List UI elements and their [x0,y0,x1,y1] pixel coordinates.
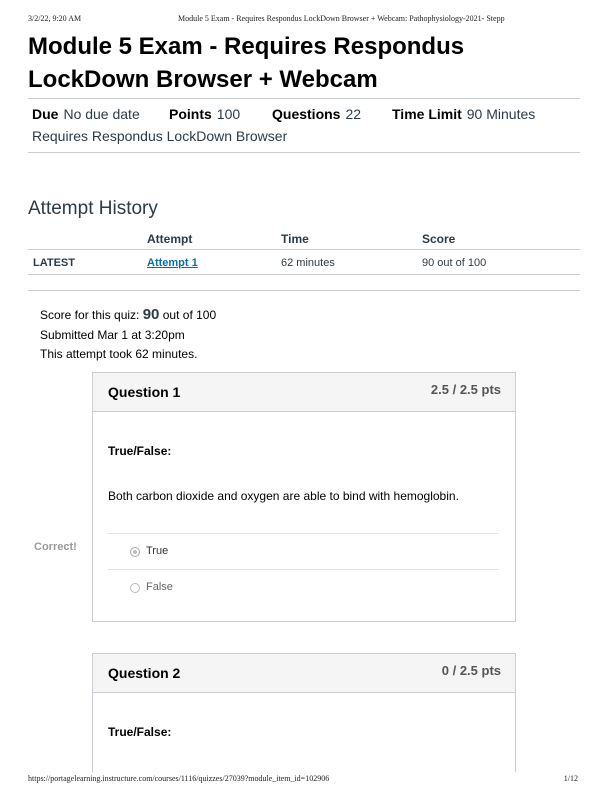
score-line [40,305,216,326]
question-title: Question 2 [108,665,181,681]
score-value: 90 [142,306,160,323]
due-value: No due date [63,106,140,122]
latest-label: LATEST [33,257,75,269]
score-suffix: out of 100 [162,308,217,322]
column-header-score: Score [422,232,456,246]
question-points: 0 / 2.5 pts [441,663,501,678]
print-page-number: 1/12 [563,774,578,783]
question-type-label: True/False: [108,444,172,458]
duration-text: This attempt took 62 minutes. [40,347,198,361]
radio-selected-icon[interactable] [130,547,140,557]
questions-label: Questions [272,106,341,122]
column-header-attempt: Attempt [147,232,193,246]
quiz-details [32,106,580,144]
attempt-score: 90 out of 100 [422,257,487,269]
answer-option-false[interactable] [108,569,499,606]
question-card [92,653,516,772]
question-title: Question 1 [108,384,181,400]
question-points: 2.5 / 2.5 pts [430,382,501,397]
answer-label: False [146,581,173,593]
attempt-link[interactable]: Attempt 1 [147,257,198,269]
time-limit-value: 90 Minutes [466,106,536,122]
question-card [92,372,516,622]
due-label: Due [32,106,59,122]
time-limit-detail [392,106,535,122]
column-header-time: Time [281,232,309,246]
divider [28,290,580,291]
points-value: 100 [216,106,241,122]
question-header [93,373,515,412]
print-datetime: 3/2/22, 9:20 AM [28,14,82,23]
divider [28,98,580,99]
table-header [28,228,580,250]
attempt-time: 62 minutes [281,257,335,269]
answer-option-true[interactable] [108,533,499,570]
submitted-text: Submitted Mar 1 at 3:20pm [40,327,185,342]
questions-detail [272,106,361,122]
correct-answer-tag: Correct! [34,541,77,553]
divider [28,152,580,153]
score-summary [40,305,216,365]
table-row [28,250,580,275]
print-url: https://portagelearning.instructure.com/courses/1116/quizzes/27039?module_item_id=102906 [28,774,330,783]
print-header [28,14,578,26]
question-header [93,654,515,693]
lockdown-note: Requires Respondus LockDown Browser [32,128,288,144]
print-footer [28,774,578,786]
question-type-label: True/False: [108,725,172,739]
print-page-title: Module 5 Exam - Requires Respondus LockDown Browser + Webcam: Pathophysiology-2021- Stepp [178,14,505,23]
questions-value: 22 [345,106,362,122]
points-label: Points [169,106,212,122]
time-limit-label: Time Limit [392,106,462,122]
radio-unselected-icon[interactable] [130,583,140,593]
due-detail [32,106,140,122]
attempt-history-table [28,228,580,275]
quiz-title: Module 5 Exam - Requires Respondus LockDown Browser + Webcam [28,33,465,93]
question-text: Both carbon dioxide and oxygen are able to bind with hemoglobin. [108,489,459,503]
answer-label: True [146,545,169,557]
points-detail [169,106,240,122]
score-prefix: Score for this quiz: [40,308,140,322]
attempt-history-title: Attempt History [28,198,158,219]
